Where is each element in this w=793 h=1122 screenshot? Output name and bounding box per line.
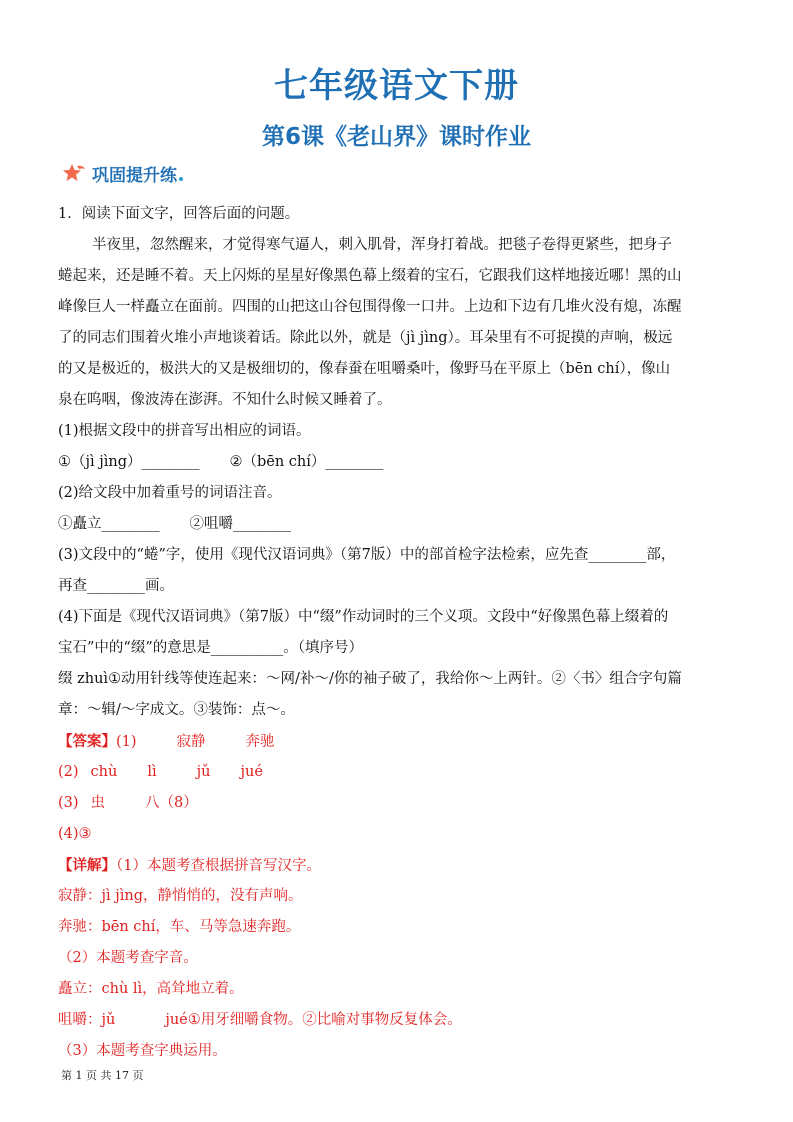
detail-1: 【详解】（1）本题考查根据拼音写汉字。 [58,857,321,874]
detail-tag: 【详解】 [58,857,116,874]
blank-2a: ①矗立________ [58,516,160,532]
answer-tag: 【答案】 [58,733,116,750]
detail-6: 咀嚼：jǔ jué①用牙细嚼食物。②比喻对事物反复体会。 [58,1012,462,1028]
section-label: 巩固提升练 [92,165,177,186]
blank-1a: ①（jì jìng）________ [58,454,200,470]
passage-line: 了的同志们围着火堆小声地谈着话。除此以外，就是（jì jìng）。耳朵里有不可捉摸的声响，极远 [58,330,673,346]
passage-line: 的又是极近的，极洪大的又是极细切的，像春蚕在咀嚼桑叶，像野马在平原上（bēn chí），像山 [58,361,671,377]
sub-question-3: (3)文段中的“蜷”字，使用《现代汉语词典》（第7版）中的部首检字法检索，应先查________部， [58,547,676,563]
sub-question-3-cont: 再查________画。 [58,578,174,594]
sub-question-4: (4)下面是《现代汉语词典》（第7版）中“缀”作动词时的三个义项。文段中“好像黑色幕上缀着的 [58,609,669,625]
answer-2: (2) chù lì jǔ jué [58,764,263,780]
dictionary-entry: 缀 zhuì①动用针线等使连起来：～网/补～/你的袖子破了，我给你～上两针。②〈书〉组合字句篇 [58,671,682,687]
blank-1b: ②（bēn chí）________ [229,454,384,470]
detail-7: （3）本题考查字典运用。 [58,1043,227,1059]
passage-line: 峰像巨人一样矗立在面前。四围的山把这山谷包围得像一口井。上边和下边有几堆火没有熄，冻醒 [58,299,682,315]
detail-3: 奔驰：bēn chí，车、马等急速奔跑。 [58,919,301,935]
sub-question-1-blanks [58,447,744,478]
answer-3: (3) 虫 八（8） [58,795,198,811]
sub-question-4-cont: 宝石”中的“缀”的意思是__________。（填序号） [58,640,363,656]
answer-4: (4)③ [58,826,92,842]
passage-line: 半夜里，忽然醒来，才觉得寒气逼人，刺入肌骨，浑身打着战。把毯子卷得更紧些，把身子 [92,237,672,253]
answer-1: 【答案】(1) 寂静 奔驰 [58,733,275,750]
section-header [62,160,183,186]
page-content [58,199,744,1067]
star-icon [62,163,86,183]
detail-4: （2）本题考查字音。 [58,950,198,966]
page-footer: 第 1 页 共 17 页 [61,1069,144,1082]
detail-5: 矗立：chù lì，高耸地立着。 [58,981,244,997]
sub-question-2-blanks [58,509,744,540]
document-subtitle: 第6课《老山界》课时作业 [261,124,531,150]
detail-2: 寂静：jì jìng，静悄悄的，没有声响。 [58,888,303,904]
question-1-title: 1．阅读下面文字，回答后面的问题。 [58,206,300,222]
passage-line: 蜷起来，还是睡不着。天上闪烁的星星好像黑色幕上缀着的宝石，它跟我们这样地接近哪！黑的山 [58,268,682,284]
document-title: 七年级语文下册 [274,66,519,106]
sub-question-2: (2)给文段中加着重号的词语注音。 [58,485,282,501]
sub-question-1: (1)根据文段中的拼音写出相应的词语。 [58,423,311,439]
dictionary-entry-cont: 章：～辑/～字成文。③装饰：点～。 [58,702,295,718]
section-dot [179,177,183,181]
blank-2b: ②咀嚼________ [189,516,291,532]
passage-line: 泉在呜咽，像波涛在澎湃。不知什么时候又睡着了。 [58,392,392,408]
